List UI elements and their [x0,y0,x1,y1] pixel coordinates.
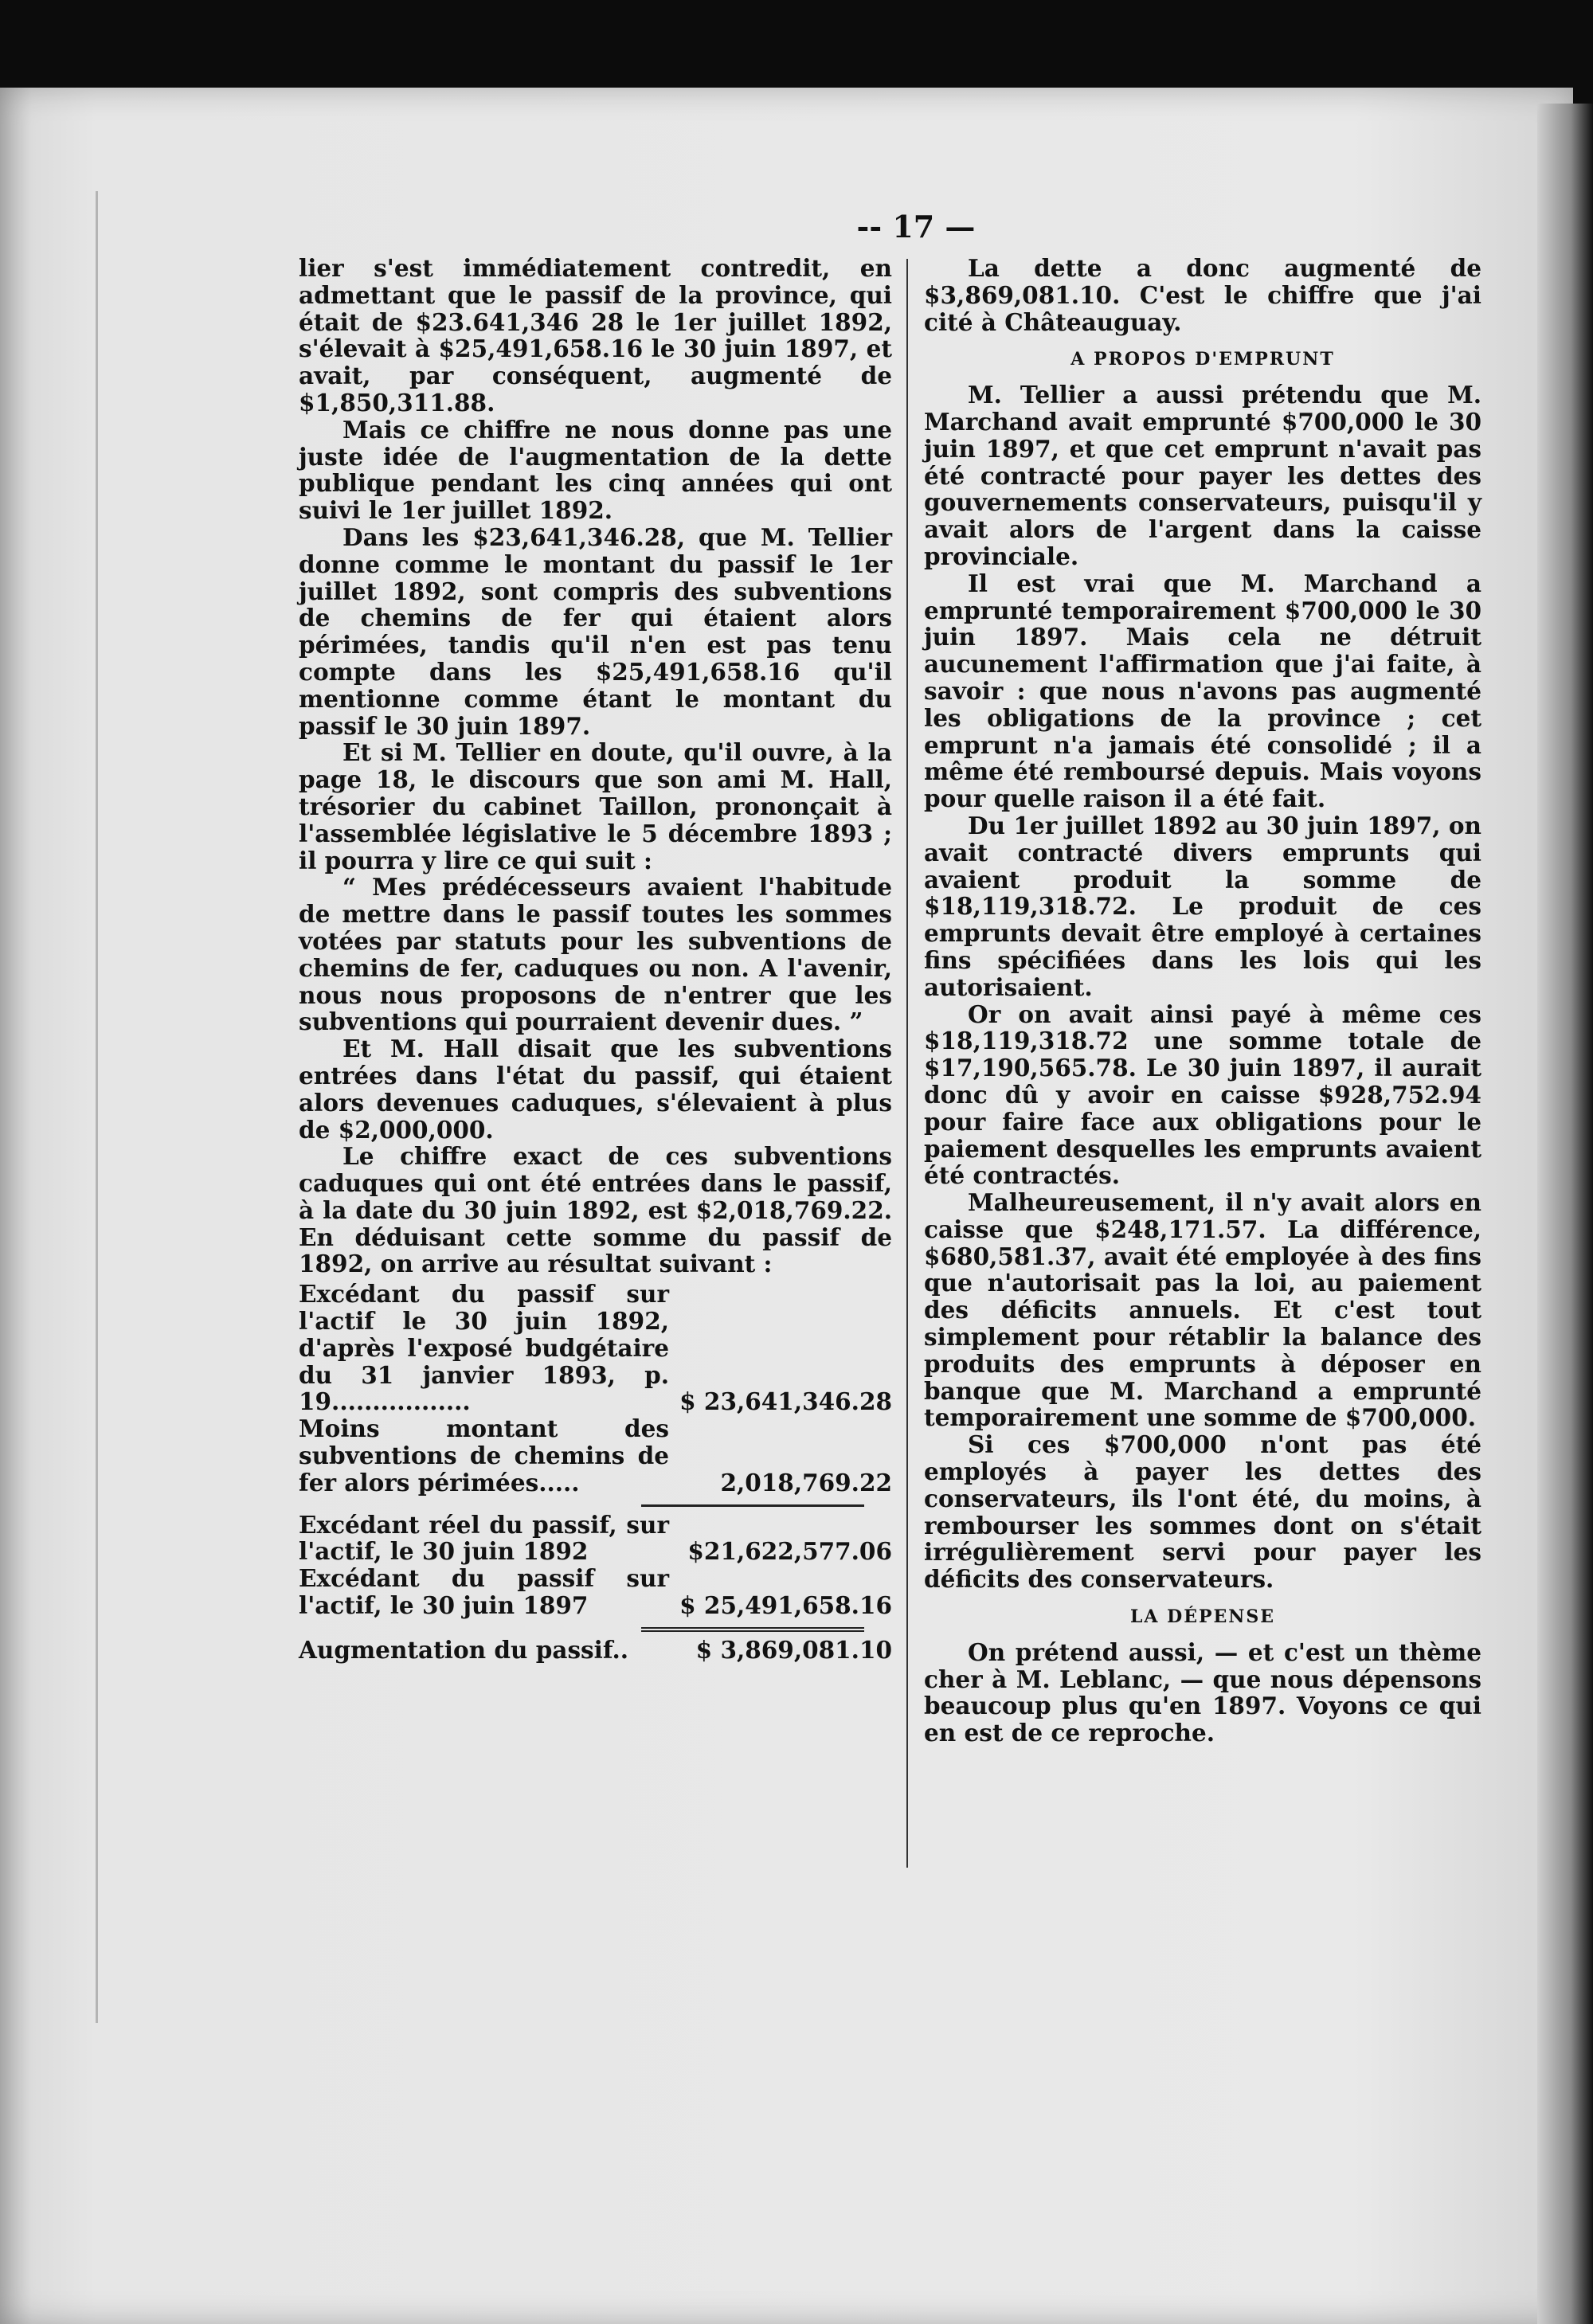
table-row-label: Augmentation du passif.. [299,1635,629,1664]
column-divider [906,259,908,1868]
table-row-label: Excédant du passif sur l'actif, le 30 juin 1897 [299,1564,669,1620]
left-paragraph-1: lier s'est immédiatement contredit, en admettant que le passif de la province, qui était de $23.641,346 28 le 1er juillet 1892, s'élevait à $25,491,658.16 le 30 juin 1897, et avait, par conséquent, augmenté de $1,850,311.88. [299,254,892,417]
table-row-amount: $ 25,491,658.16 [679,1591,892,1620]
left-column [299,255,892,1664]
left-paragraph-3: Dans les $23,641,346.28, que M. Tellier donne comme le montant du passif le 1er juillet 1892, sont compris des subventions de chemins de fer qui étaient alors périmées, tandis qu'il n'en est pas tenu compte dans les $25,491,658.16 qu'il mentionne comme étant le montant du passif le 30 juin 1897. [299,522,892,740]
left-paragraph-4: Et si M. Tellier en doute, qu'il ouvre, à la page 18, le discours que son ami M. Hall, trésorier du cabinet Taillon, prononçait à l'assemblée législative le 5 décembre 1893 ; il pourra y lire ce qui suit : [299,738,892,874]
right-paragraph-2: Il est vrai que M. Marchand a emprunté temporairement $700,000 le 30 juin 1897. Mais cela ne détruit aucunement l'affirmation que j'ai faite, à savoir : que nous n'avons pas augmenté les obligations de la province ; cet emprunt n'a jamais été consolidé ; il a même été remboursé depuis. Mais voyons pour quelle raison il a été fait. [924,569,1481,813]
table-row-amount: $21,622,577.06 [687,1537,892,1566]
table-row-label: Excédant du passif sur l'actif le 30 juin 1892, d'après l'exposé budgétaire du 31 janvier 1893, p. 19................. [299,1280,669,1416]
right-intro: La dette a donc augmenté de $3,869,081.10. C'est le chiffre que j'ai cité à Châteauguay. [924,254,1481,336]
sum-rule [641,1504,864,1507]
table-row [299,1281,892,1415]
page-number: -- 17 — [856,209,976,245]
table-row-amount: 2,018,769.22 [720,1468,892,1497]
table-row-amount: $ 3,869,081.10 [695,1635,892,1664]
passif-table [299,1281,892,1663]
left-quote: “ Mes prédécesseurs avaient l'habitude de mettre dans le passif toutes les sommes votées par statuts pour les subventions de chemins de fer, caduques ou non. A l'avenir, nous nous proposons de n'entrer que les subventions qui pourraient devenir dues. ” [299,873,892,1036]
table-row-total [299,1637,892,1664]
left-paragraph-2: Mais ce chiffre ne nous donne pas une juste idée de l'augmentation de la dette publique pendant les cinq années qui ont suivi le 1er juillet 1892. [299,415,892,525]
table-row-label: Excédant réel du passif, sur l'actif, le 30 juin 1892 [299,1510,669,1566]
right-column [924,255,1481,1747]
right-paragraph-4: Or on avait ainsi payé à même ces $18,119,318.72 une somme totale de $17,190,565.78. Le 30 juin 1897, il aurait donc dû y avoir en caisse $928,752.94 pour faire face aux obligations pour le paiement desquelles les emprunts avaient été contractés. [924,1000,1481,1190]
table-row-amount: $ 23,641,346.28 [679,1387,892,1416]
table-row-label: Moins montant des subventions de chemins de fer alors périmées..... [299,1414,669,1497]
left-paragraph-6: Et M. Hall disait que les subventions entrées dans l'état du passif, qui étaient alors devenues caduques, s'élevaient à plus de $2,000,000. [299,1035,892,1144]
right-paragraph-3: Du 1er juillet 1892 au 30 juin 1897, on avait contracté divers emprunts qui avaient produit la somme de $18,119,318.72. Le produit de ces emprunts devait être employé à certaines fins spécifiées dans les lois qui les autorisaient. [924,811,1481,1001]
right-paragraph-7: On prétend aussi, — et c'est un thème cher à M. Leblanc, — que nous dépensons beaucoup plus qu'en 1897. Voyons ce qui en est de ce reproche. [924,1637,1481,1747]
section-heading-emprunt: A PROPOS D'EMPRUNT [1070,349,1335,370]
table-row [299,1565,892,1619]
binding-shadow [96,191,109,2023]
right-paragraph-5: Malheureusement, il n'y avait alors en caisse que $248,171.57. La différence, $680,581.37, avait été employée à des fins que n'autorisait pas la loi, au paiement des déficits annuels. Et c'est tout simplement pour rétablir la balance des produits des emprunts à déposer en banque que M. Marchand a emprunté temporairement une somme de $700,000. [924,1188,1481,1432]
table-row [299,1512,892,1566]
right-paragraph-6: Si ces $700,000 n'ont pas été employés à payer les dettes des conservateurs, ils l'ont été, du moins, à rembourser les sommes dont on s'était irrégulièrement servi pour payer les déficits des conservateurs. [924,1430,1481,1594]
right-paragraph-1: M. Tellier a aussi prétendu que M. Marchand avait emprunté $700,000 le 30 juin 1897, et que cet emprunt n'avait pas été contracté pour payer les dettes des gouvernements conservateurs, puisqu'il y avait alors de l'argent dans la caisse provinciale. [924,381,1481,570]
total-rule [641,1627,864,1632]
left-paragraph-7: Le chiffre exact de ces subventions caduques qui ont été entrées dans le passif, à la date du 30 juin 1892, est $2,018,769.22. En déduisant cette somme du passif de 1892, on arrive au résultat suivant : [299,1142,892,1278]
section-heading-depense: LA DÉPENSE [1129,1606,1276,1628]
page-edge [1537,104,1593,2324]
table-row [299,1415,892,1496]
